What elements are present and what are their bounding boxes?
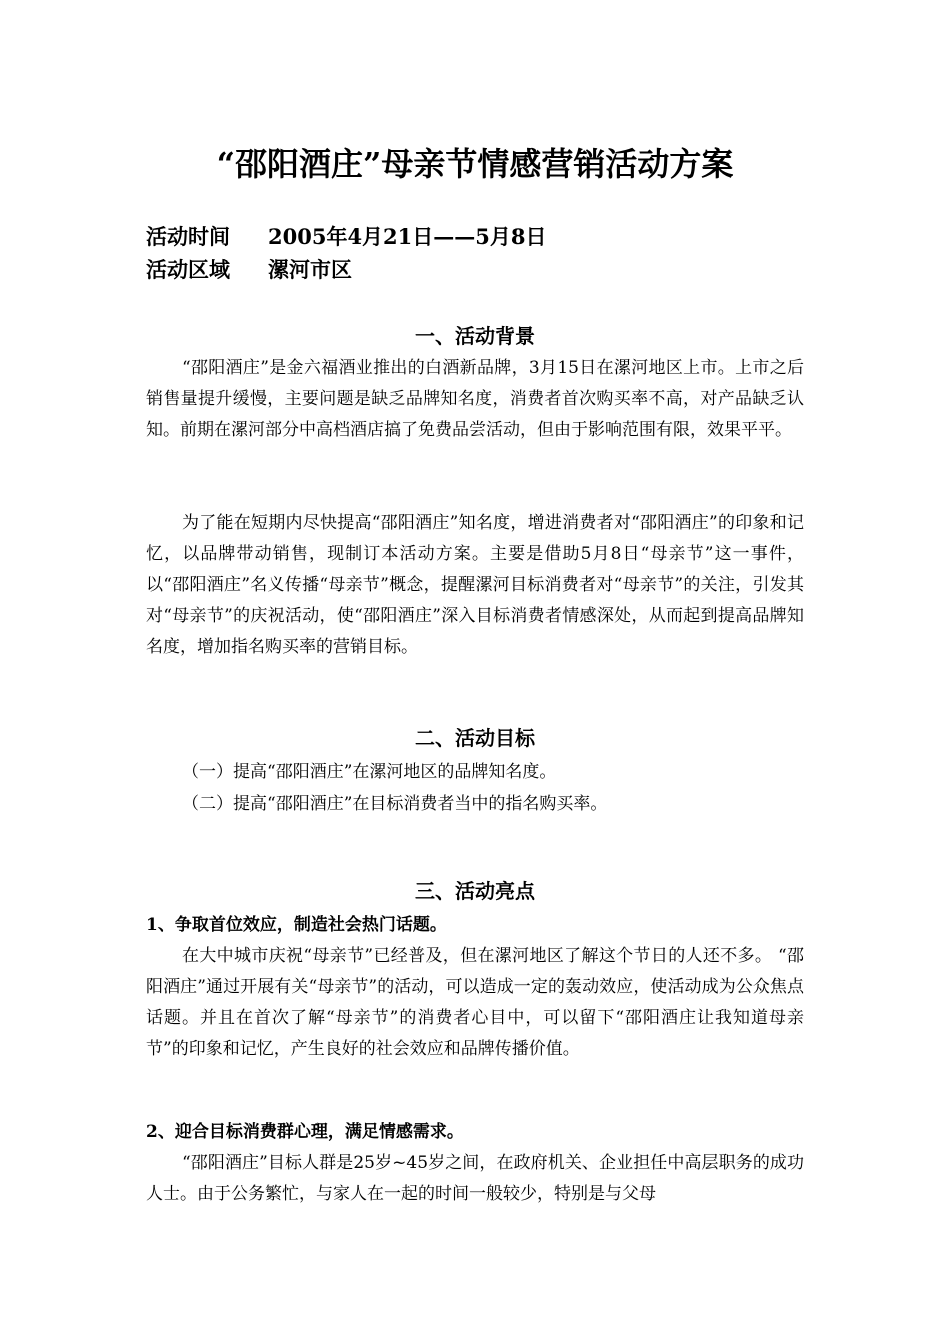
- activity-time-row: [146, 222, 804, 252]
- activity-time-value: 2005年4月21日——5月8日: [268, 224, 547, 249]
- highlight-point-heading: 2、迎合目标消费群心理，满足情感需求。: [146, 1122, 464, 1142]
- background-paragraph: 为了能在短期内尽快提高“邵阳酒庄”知名度，增进消费者对“邵阳酒庄”的印象和记忆，以品牌带动销售，现制订本活动方案。主要是借助5月8日“母亲节”这一事件，以“邵阳酒庄”名义传播“母亲节”概念，提醒漯河目标消费者对“母亲节”的关注，引发其对“母亲节”的庆祝活动，使“邵阳酒庄”深入目标消费者情感深处，从而起到提高品牌知名度，增加指名购买率的营销目标。: [146, 513, 804, 657]
- activity-area-value: 漯河市区: [268, 257, 352, 282]
- section-heading-highlights: 三、活动亮点: [415, 879, 535, 903]
- highlight-point-heading: 1、争取首位效应，制造社会热门话题。: [146, 915, 447, 935]
- activity-area-label: 活动区域: [146, 257, 230, 282]
- background-paragraph: “邵阳酒庄”是金六福酒业推出的白酒新品牌，3月15日在漯河地区上市。上市之后销售量提升缓慢，主要问题是缺乏品牌知名度，消费者首次购买率不高，对产品缺乏认知。前期在漯河部分中高档酒店搞了免费品尝活动，但由于影响范围有限，效果平平。: [146, 358, 804, 440]
- goal-item: （一）提高“邵阳酒庄”在漯河地区的品牌知名度。: [182, 762, 557, 782]
- highlight-point-text: “邵阳酒庄”目标人群是25岁~45岁之间，在政府机关、企业担任中高层职务的成功人士。由于公务繁忙，与家人在一起的时间一般较少，特别是与父母: [146, 1153, 804, 1204]
- section-heading-background: 一、活动背景: [415, 324, 535, 348]
- activity-area-row: [146, 255, 804, 285]
- highlight-point-text: 在大中城市庆祝“母亲节”已经普及，但在漯河地区了解这个节日的人还不多。 “邵阳酒庄”通过开展有关“母亲节”的活动，可以造成一定的轰动效应，使活动成为公众焦点话题。并且在首次了解“母亲节”的消费者心目中，可以留下“邵阳酒庄让我知道母亲节”的印象和记忆，产生良好的社会效应和品牌传播价值。: [146, 946, 804, 1059]
- goal-item: （二）提高“邵阳酒庄”在目标消费者当中的指名购买率。: [182, 794, 608, 814]
- section-heading-goals: 二、活动目标: [415, 726, 535, 750]
- activity-time-label: 活动时间: [146, 224, 230, 249]
- document-title: “邵阳酒庄”母亲节情感营销活动方案: [216, 145, 734, 183]
